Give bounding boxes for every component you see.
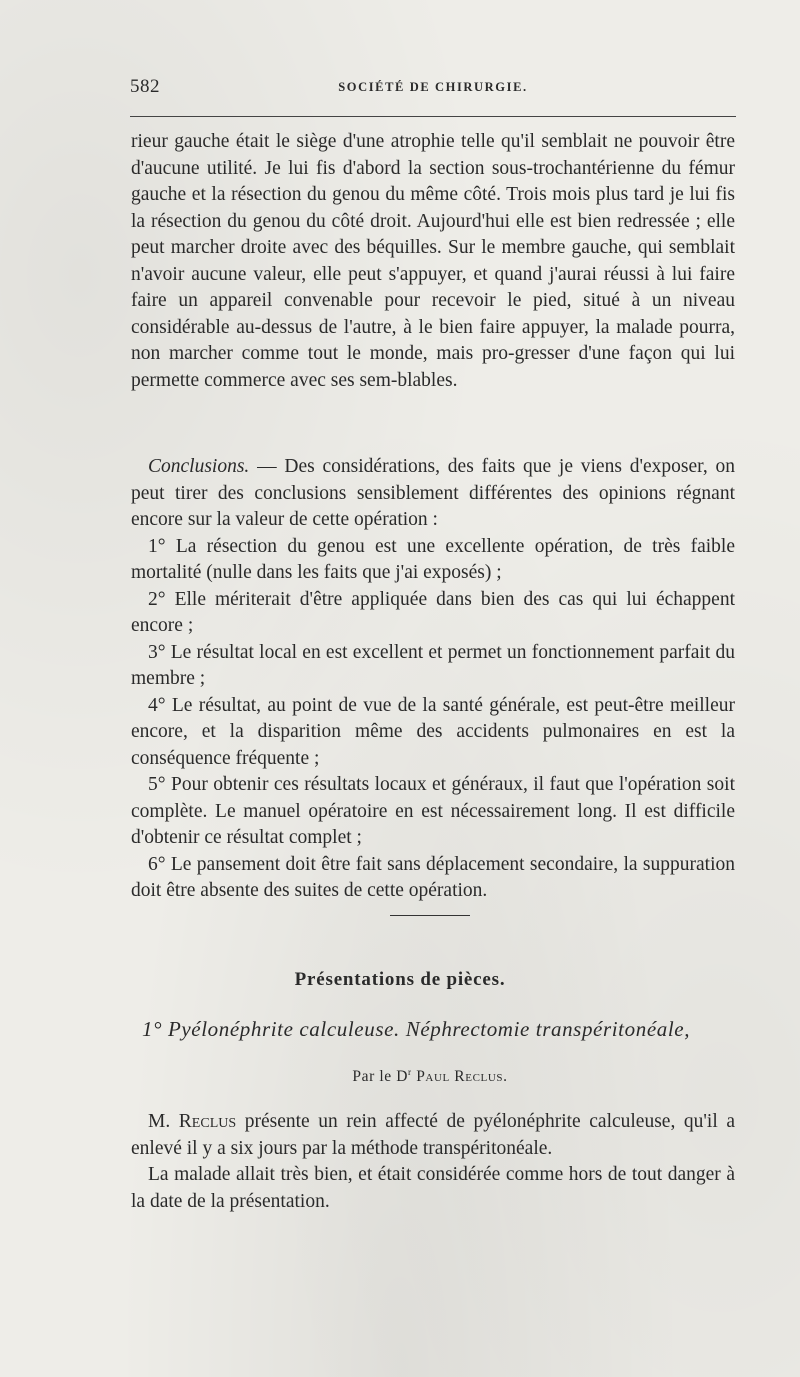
conclusion-item-3: 3° Le résultat local en est excellent et permet un fonctionnement parfait du membre ;	[131, 641, 735, 689]
page-number: 582	[130, 76, 160, 97]
conclusion-item-4: 4° Le résultat, au point de vue de la santé générale, est peut-être meilleur encore, et la disparition même des accidents pulmonaires en est la conséquence fréquente ;	[131, 694, 735, 769]
conclusion-item-1: 1° La résection du genou est une excellente opération, de très faible mortalité (nulle dans les faits que j'ai exposés) ;	[131, 535, 735, 583]
conclusions-label: Conclusions.	[148, 456, 250, 477]
byline-prefix: Par le D	[352, 1068, 409, 1085]
byline	[0, 1068, 800, 1086]
page-header	[130, 76, 736, 100]
presenter-name: M. Reclus	[148, 1111, 237, 1132]
section-title: Présentations de pièces.	[294, 969, 506, 990]
presentation-text: présente un rein affecté de pyélonéphrite calculeuse, qu'il a enlevé il y a six jours par la méthode transpéritonéale.	[131, 1111, 735, 1159]
presentation-paragraph-1	[131, 1109, 735, 1162]
conclusions-intro: — Des considérations, des faits que je viens d'exposer, on peut tirer des conclusions sensiblement différentes des opinions régnant encore sur la valeur de cette opération :	[131, 456, 735, 530]
paper-title: 1° Pyélonéphrite calculeuse. Néphrectomie transpéritonéale,	[142, 1017, 691, 1041]
text-block-continuation	[131, 129, 735, 394]
presentation-block	[131, 1109, 735, 1215]
byline-author: Paul Reclus.	[416, 1068, 508, 1085]
conclusions-block	[131, 454, 735, 905]
conclusion-item-6: 6° Le pansement doit être fait sans déplacement secondaire, la suppuration doit être absente des suites de cette opération.	[131, 853, 735, 901]
byline-sup: r	[408, 1067, 412, 1078]
section-separator	[390, 915, 470, 916]
conclusion-item-2: 2° Elle mériterait d'être appliquée dans bien des cas qui lui échappent encore ;	[131, 588, 735, 636]
conclusion-item-5: 5° Pour obtenir ces résultats locaux et généraux, il faut que l'opération soit complète. Le manuel opératoire en est nécessairement long. Il est difficile d'obtenir ce résultat complet ;	[131, 774, 735, 848]
presentation-paragraph-2: La malade allait très bien, et était considérée comme hors de tout danger à la date de la présentation.	[131, 1164, 735, 1212]
header-rule	[130, 116, 736, 117]
running-head: SOCIÉTÉ DE CHIRURGIE.	[338, 80, 528, 94]
conclusions-paragraph	[131, 454, 735, 534]
paragraph-continuation: rieur gauche était le siège d'une atrophie telle qu'il semblait ne pouvoir être d'aucune utilité. Je lui fis d'abord la section sous-trochantérienne du fémur gauche et la résection du genou du même côté. Trois mois plus tard je lui fis la résection du genou du côté droit. Aujourd'hui elle est bien redressée ; elle peut marcher droite avec des béquilles. Sur le membre gauche, qui semblait n'avoir aucune valeur, elle peut s'appuyer, et quand j'aurai réussi à lui faire faire un appareil convenable pour recevoir le pied, situé à un niveau considérable au-dessus de l'autre, à le bien faire appuyer, la malade pourra, non marcher comme tout le monde, mais pro-gresser d'une façon qui lui permette commerce avec ses sem-blables.	[131, 131, 735, 391]
